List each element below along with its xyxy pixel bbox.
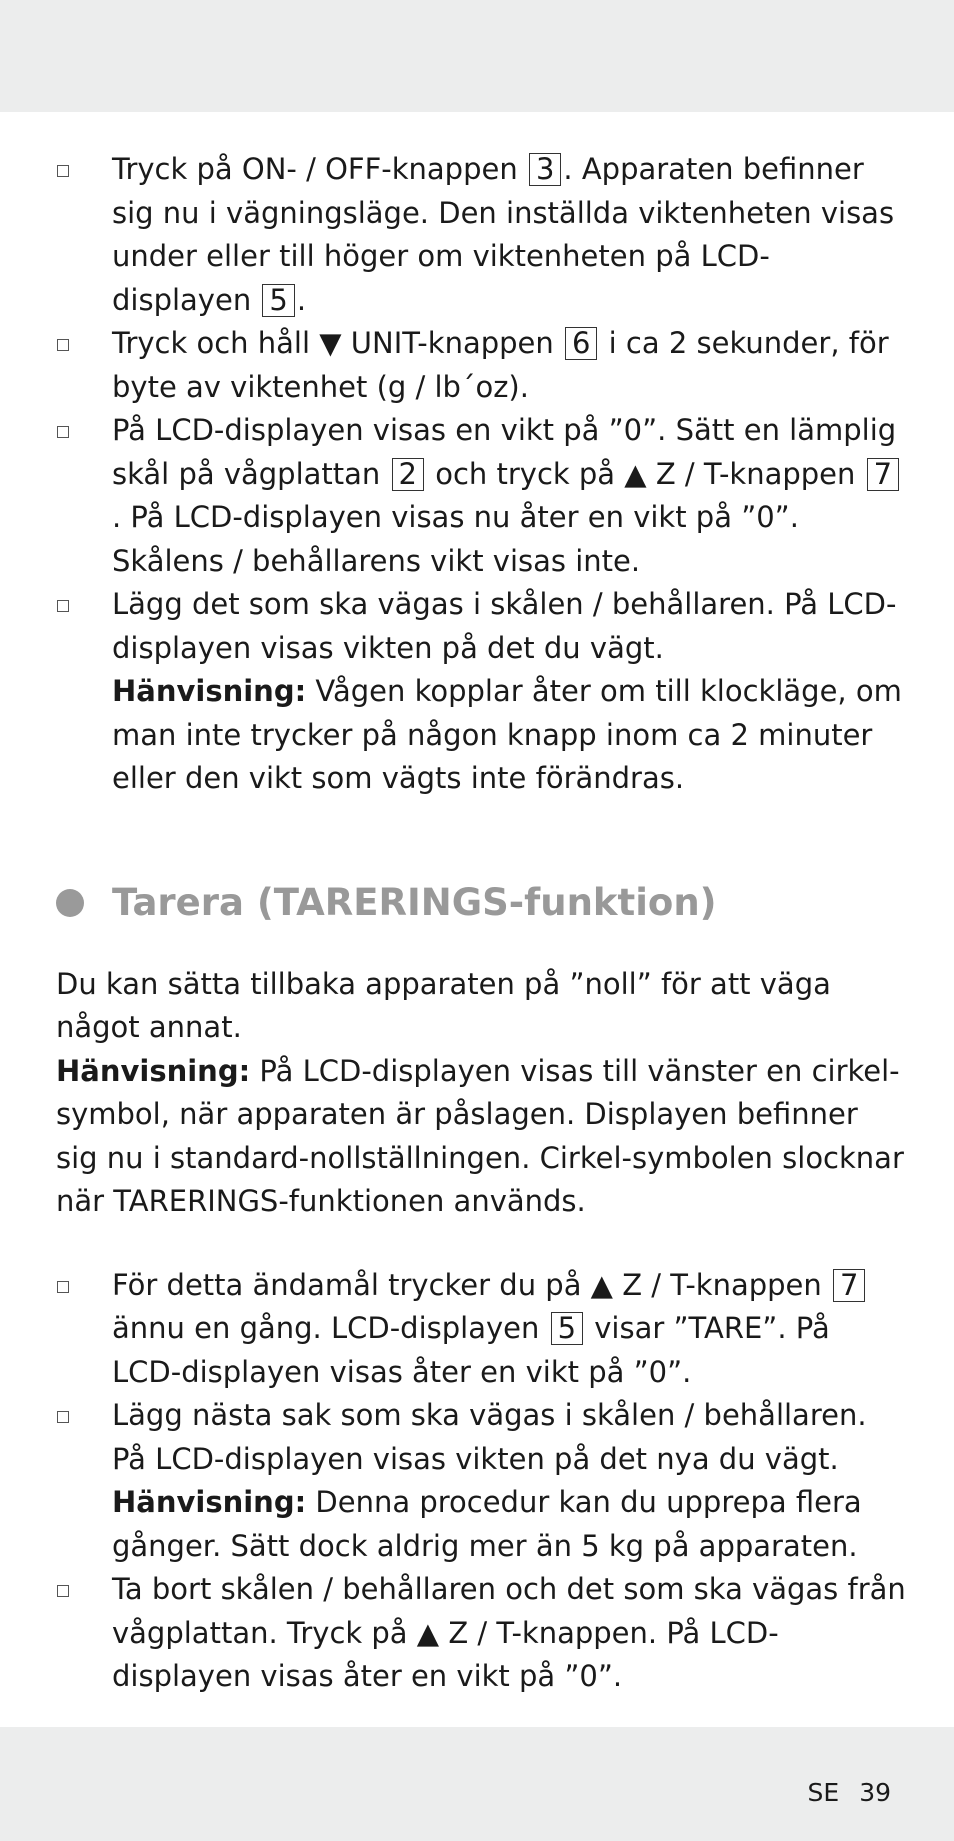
checkbox-square-icon bbox=[57, 165, 69, 177]
bullet-dot-icon bbox=[56, 889, 84, 917]
step-text bbox=[112, 1264, 906, 1395]
step-list-weighing bbox=[56, 148, 906, 801]
section-intro: Du kan sätta tillbaka apparaten på ”noll” för att väga något annat. bbox=[56, 966, 831, 1044]
note-label: Hänvisning: bbox=[112, 1485, 307, 1519]
checkbox-square-icon bbox=[57, 600, 69, 612]
part-number-box: 7 bbox=[867, 458, 899, 491]
step-text-segment: och tryck på ▲ Z / T-knappen bbox=[425, 456, 865, 491]
note-text: På LCD-displayen visas till vänster en cirkel-symbol, när apparaten är påslagen. Displayen befinner sig nu i standard-nollställningen. Cirkel-symbolen slocknar när TARERINGS-funktionen används. bbox=[56, 1053, 904, 1218]
part-number-box: 5 bbox=[551, 1312, 583, 1345]
part-number-box: 3 bbox=[529, 153, 561, 186]
step-item bbox=[56, 148, 906, 322]
step-text-segment: Tryck på ON- / OFF-knappen bbox=[112, 152, 527, 186]
step-note bbox=[112, 1481, 906, 1568]
part-number-box: 7 bbox=[833, 1269, 865, 1302]
step-text bbox=[112, 1394, 906, 1481]
step-item bbox=[56, 322, 906, 409]
checkbox-square-icon bbox=[57, 1411, 69, 1423]
step-text-segment: visar ”TARE”. På LCD-displayen visas åter en vikt på ”0”. bbox=[112, 1311, 830, 1389]
section-heading-row bbox=[56, 873, 906, 933]
checkbox-square-icon bbox=[57, 339, 69, 351]
step-text-segment: i ca 2 sekunder, för byte av viktenhet (g / lb´oz). bbox=[112, 326, 889, 404]
step-text bbox=[112, 409, 906, 583]
note-text: Vågen kopplar åter om till klockläge, om man inte trycker på någon knapp inom ca 2 minuter eller den vikt som vägts inte förändras. bbox=[112, 674, 902, 795]
step-text-segment: . På LCD-displayen visas nu åter en vikt på ”0”. Skålens / behållarens vikt visas inte. bbox=[112, 500, 799, 578]
step-item bbox=[56, 1264, 906, 1395]
step-text-segment: På LCD-displayen visas en vikt på ”0”. Sätt en lämplig skål på vågplattan bbox=[112, 413, 897, 491]
page-number: 39 bbox=[859, 1778, 891, 1807]
note-text: Denna procedur kan du upprepa flera gånger. Sätt dock aldrig mer än 5 kg på apparaten. bbox=[112, 1485, 862, 1563]
step-item bbox=[56, 583, 906, 801]
section-heading: Tarera (TARERINGS-funktion) bbox=[112, 880, 717, 924]
step-text-segment: . bbox=[296, 282, 307, 317]
step-text bbox=[112, 322, 906, 409]
step-item bbox=[56, 409, 906, 583]
step-text bbox=[112, 583, 906, 670]
checkbox-square-icon bbox=[57, 426, 69, 438]
step-text-segment: Ta bort skålen / behållaren och det som ska vägas från vågplattan. Tryck på ▲ Z / T-knappen. På LCD-displayen visas åter en vikt på ”0”. bbox=[112, 1572, 906, 1693]
step-text bbox=[112, 1568, 906, 1699]
checkbox-square-icon bbox=[57, 1585, 69, 1597]
step-text bbox=[112, 148, 906, 322]
checkbox-square-icon bbox=[57, 1281, 69, 1293]
step-text-segment: Lägg det som ska vägas i skålen / behållaren. På LCD-displayen visas vikten på det du vägt. bbox=[112, 587, 897, 665]
page-footer bbox=[788, 1778, 891, 1807]
part-number-box: 5 bbox=[262, 284, 294, 317]
step-text-segment: För detta ändamål trycker du på ▲ Z / T-knappen bbox=[112, 1267, 831, 1302]
step-text-segment: ännu en gång. LCD-displayen bbox=[112, 1311, 549, 1345]
part-number-box: 6 bbox=[565, 327, 597, 360]
step-text-segment: . Apparaten befinner sig nu i vägningsläge. Den inställda viktenheten visas under eller till höger om viktenheten på LCD-displayen bbox=[112, 152, 895, 317]
header-band bbox=[0, 0, 954, 112]
step-text-segment: Tryck och håll ▼ UNIT-knappen bbox=[112, 326, 563, 360]
part-number-box: 2 bbox=[392, 458, 424, 491]
step-note bbox=[112, 670, 906, 801]
step-text-segment: Lägg nästa sak som ska vägas i skålen / behållaren. På LCD-displayen visas vikten på det nya du vägt. bbox=[112, 1398, 867, 1476]
language-code: SE bbox=[807, 1778, 840, 1807]
step-item bbox=[56, 1568, 906, 1699]
step-list-tare bbox=[56, 1264, 906, 1699]
note-label: Hänvisning: bbox=[56, 1053, 251, 1088]
page-content bbox=[56, 148, 906, 1699]
step-item bbox=[56, 1394, 906, 1568]
section-note bbox=[56, 1050, 906, 1224]
note-label: Hänvisning: bbox=[112, 674, 307, 708]
